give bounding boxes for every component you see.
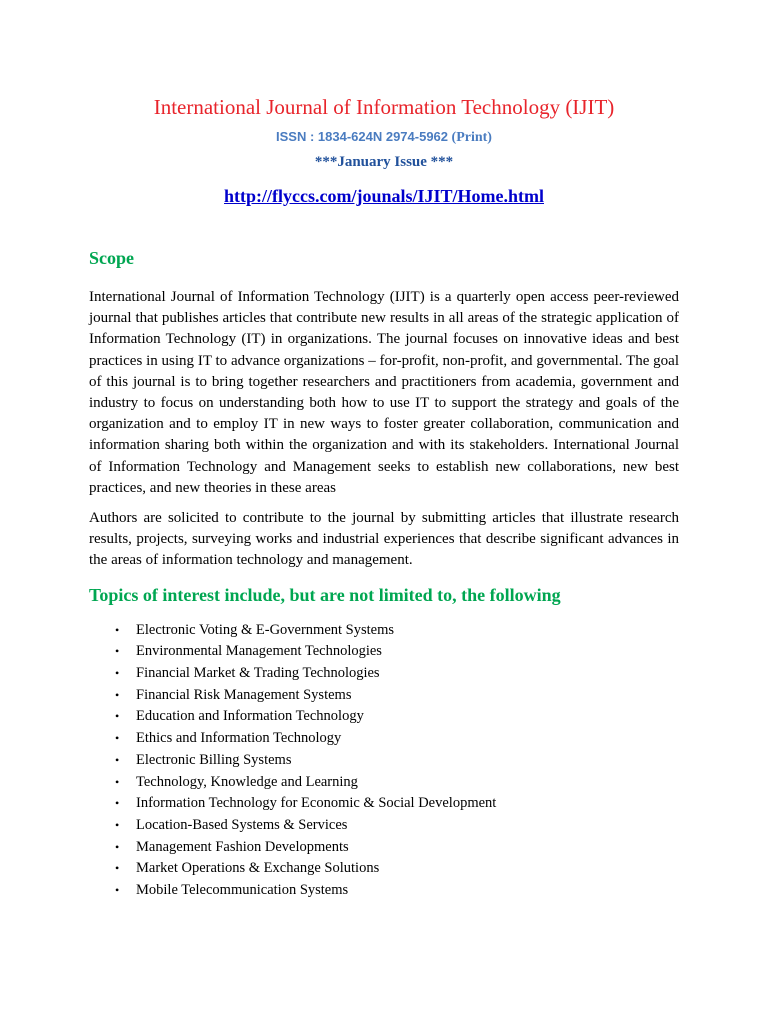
topic-label: Ethics and Information Technology xyxy=(136,730,342,747)
topic-label: Mobile Telecommunication Systems xyxy=(136,882,349,899)
bullet-icon: • xyxy=(115,883,120,898)
list-item xyxy=(89,880,679,902)
topic-label: Electronic Voting & E-Government Systems xyxy=(136,621,395,638)
bullet-icon: • xyxy=(115,796,120,811)
journal-url-link[interactable]: http://flyccs.com/jounals/IJIT/Home.html xyxy=(224,186,544,206)
journal-url-line xyxy=(89,185,679,207)
topic-label: Education and Information Technology xyxy=(136,708,364,725)
bullet-icon: • xyxy=(115,622,120,637)
list-item xyxy=(89,858,679,880)
list-item xyxy=(89,641,679,663)
issue-label: ***January Issue *** xyxy=(314,154,454,170)
list-item xyxy=(89,750,679,772)
bullet-icon: • xyxy=(115,774,120,789)
list-item xyxy=(89,620,679,642)
topics-heading: Topics of interest include, but are not limited to, the following xyxy=(89,584,561,605)
bullet-icon: • xyxy=(115,666,120,681)
list-item xyxy=(89,706,679,728)
topic-label: Location-Based Systems & Services xyxy=(136,816,348,833)
topic-label: Financial Market & Trading Technologies xyxy=(136,665,380,682)
scope-heading: Scope xyxy=(89,248,134,268)
topic-label: Information Technology for Economic & Social Development xyxy=(136,795,497,812)
topic-label: Electronic Billing Systems xyxy=(136,751,292,768)
issn-line xyxy=(89,128,679,147)
journal-title: International Journal of Information Technology (IJIT) xyxy=(153,95,615,119)
topic-label: Technology, Knowledge and Learning xyxy=(136,773,358,790)
bullet-icon: • xyxy=(115,731,120,746)
topics-list xyxy=(89,620,679,902)
topic-label: Environmental Management Technologies xyxy=(136,643,382,660)
topic-label: Management Fashion Developments xyxy=(136,838,349,855)
list-item xyxy=(89,837,679,859)
bullet-icon: • xyxy=(115,861,120,876)
bullet-icon: • xyxy=(115,839,120,854)
bullet-icon: • xyxy=(115,817,120,832)
bullet-icon: • xyxy=(115,752,120,767)
bullet-icon: • xyxy=(115,709,120,724)
topic-label: Financial Risk Management Systems xyxy=(136,686,352,703)
list-item xyxy=(89,685,679,707)
list-item xyxy=(89,793,679,815)
list-item xyxy=(89,728,679,750)
scope-paragraph-1: International Journal of Information Technology (IJIT) is a quarterly open access peer-reviewed journal that publishes articles that contribute new results in all areas of the strategic application of Information Technology (IT) in organizations. The journal focuses on innovative ideas and best practices in using IT to advance organizations – for-profit, non-profit, and governmental. The goal of this journal is to bring together researchers and practitioners from academia, government and industry to focus on understanding both how to use IT to support the strategy and goals of the organization and to employ IT in new ways to foster greater collaboration, communication and information sharing both within the organization and with its stakeholders. International Journal of Information Technology and Management seeks to establish new collaborations, new best practices, and new theories in these areas xyxy=(89,289,679,496)
scope-paragraph-2: Authors are solicited to contribute to the journal by submitting articles that illustrate research results, projects, surveying works and industrial experiences that describe significant advances in the areas of information technology and management. xyxy=(89,510,679,569)
list-item xyxy=(89,772,679,794)
list-item xyxy=(89,663,679,685)
list-item xyxy=(89,815,679,837)
bullet-icon: • xyxy=(115,687,120,702)
topic-label: Market Operations & Exchange Solutions xyxy=(136,860,380,877)
bullet-icon: • xyxy=(115,644,120,659)
issn-number: ISSN : 1834-624N 2974-5962 xyxy=(276,129,449,144)
issn-print-label: (Print) xyxy=(451,130,492,145)
